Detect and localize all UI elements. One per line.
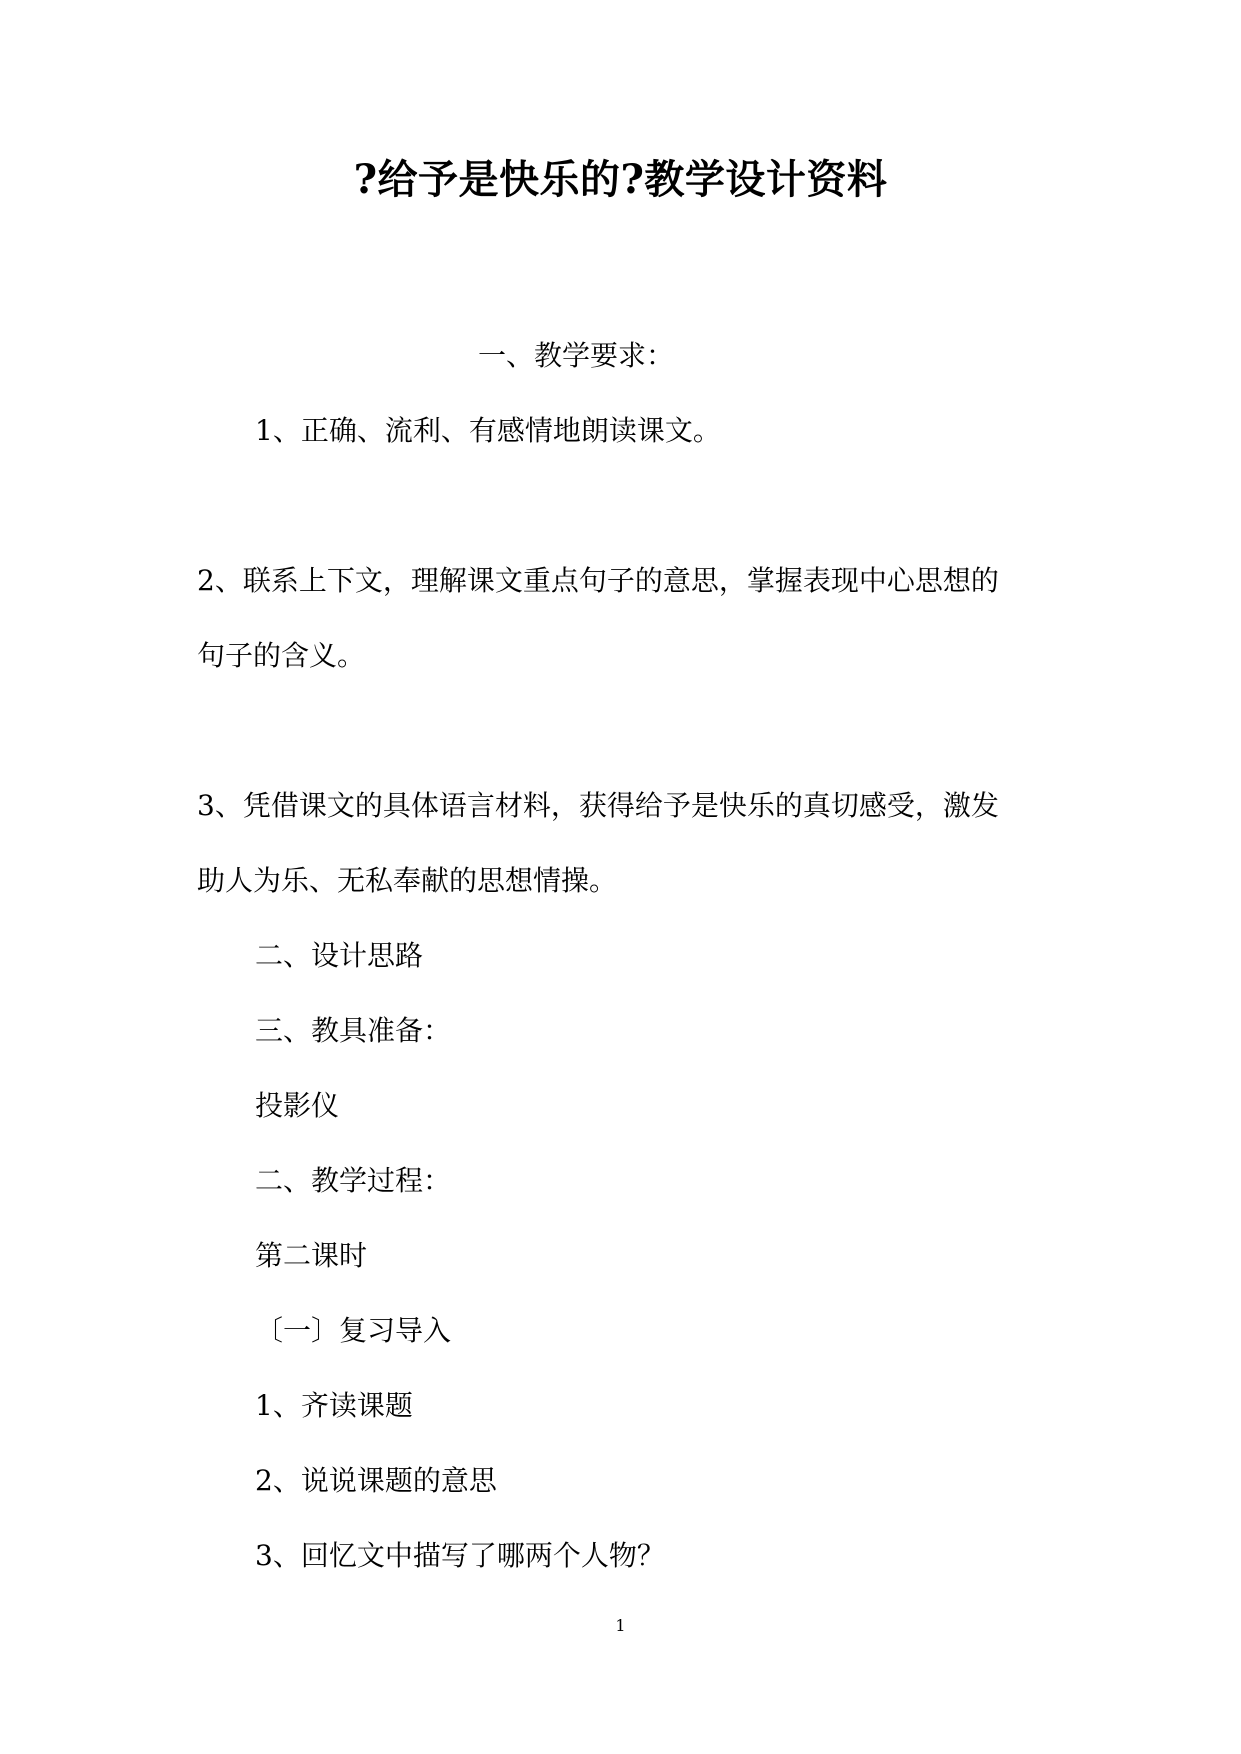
requirement-item-2-line-1: 2、联系上下文，理解课文重点句子的意思，掌握表现中心思想的 (197, 564, 999, 597)
document-title: ?给予是快乐的?教学设计资料 (353, 156, 888, 203)
page-number: 1 (615, 1616, 626, 1635)
review-step-3: 3、回忆文中描写了哪两个人物？ (255, 1539, 665, 1572)
requirement-item-2-line-2: 句子的含义。 (197, 639, 366, 672)
review-step-1: 1、齐读课题 (255, 1389, 413, 1422)
teaching-aid-projector: 投影仪 (255, 1089, 340, 1122)
review-step-2: 2、说说课题的意思 (255, 1464, 497, 1497)
section-heading-teaching-process: 二、教学过程： (255, 1164, 452, 1197)
subsection-review-intro: 〔一〕复习导入 (255, 1314, 452, 1347)
requirement-item-1: 1、正确、流利、有感情地朗读课文。 (255, 414, 721, 447)
section-heading-requirements: 一、教学要求： (478, 339, 675, 372)
requirement-item-3-line-2: 助人为乐、无私奉献的思想情操。 (197, 864, 618, 897)
lesson-period: 第二课时 (255, 1239, 368, 1272)
requirement-item-3-line-1: 3、凭借课文的具体语言材料，获得给予是快乐的真切感受，激发 (197, 789, 999, 822)
section-heading-teaching-aids: 三、教具准备： (255, 1014, 452, 1047)
section-heading-design-idea: 二、设计思路 (255, 939, 424, 972)
